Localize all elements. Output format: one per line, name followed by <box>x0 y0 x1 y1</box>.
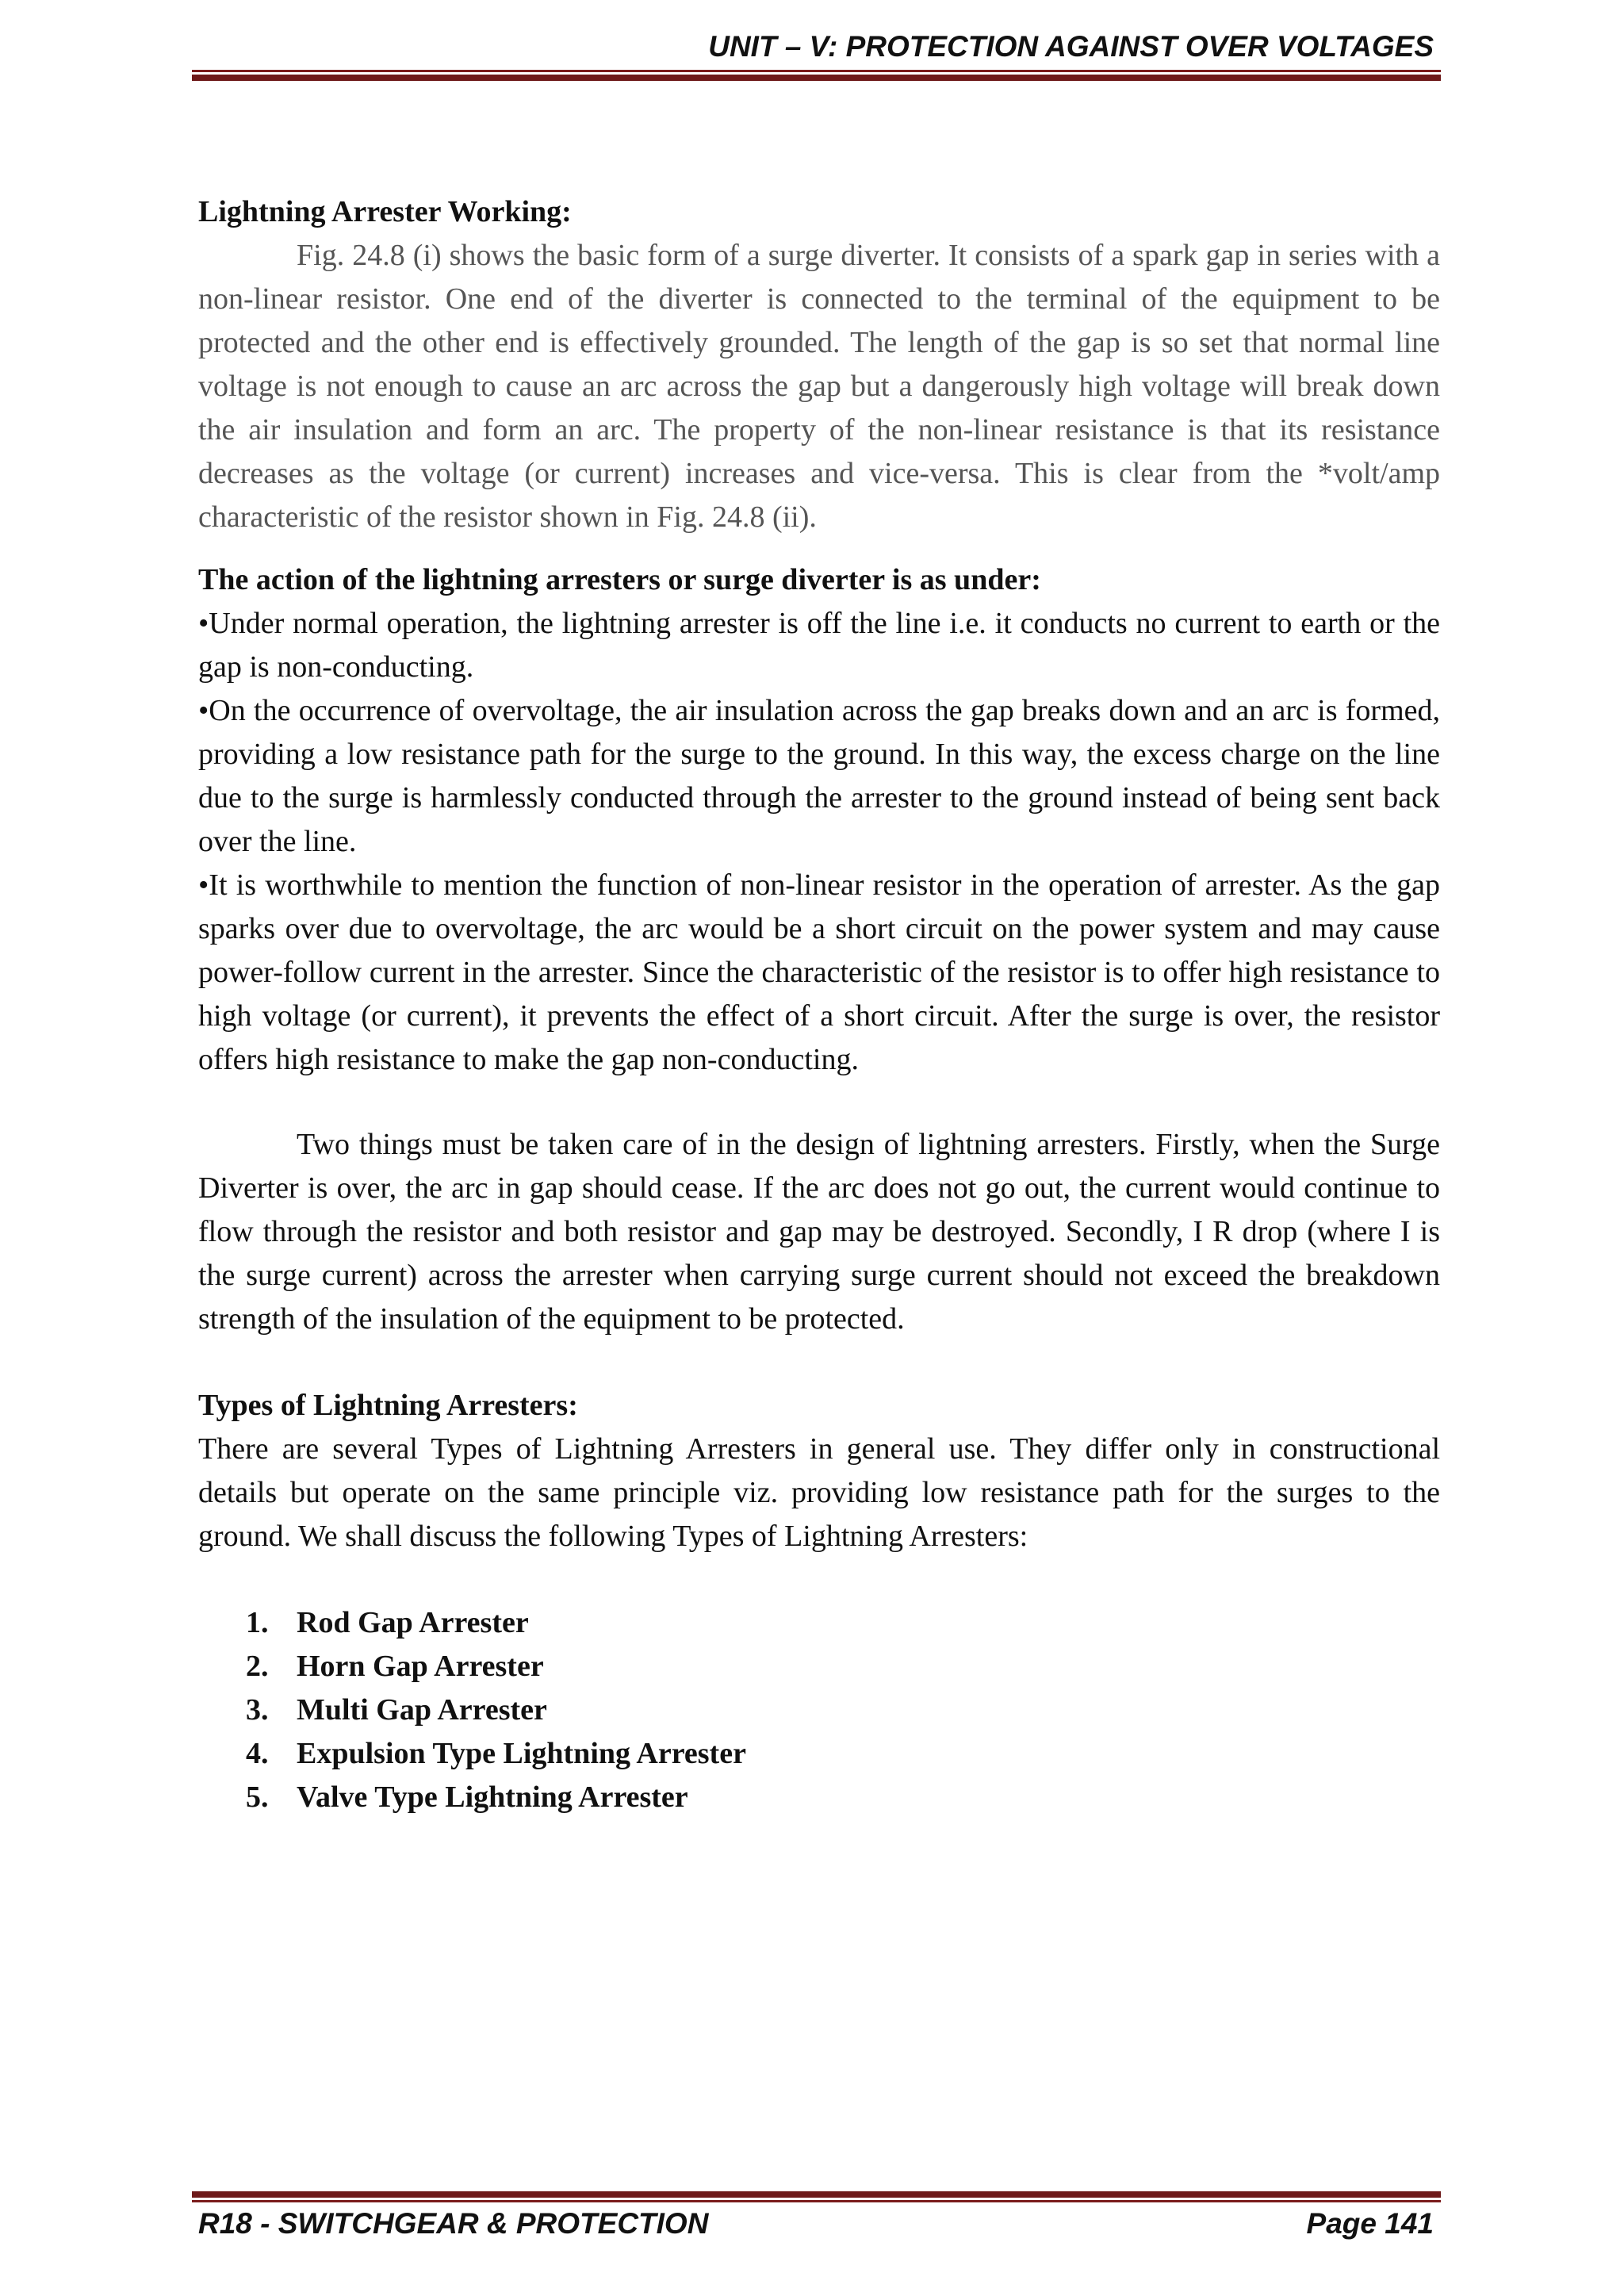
list-item: 2. Horn Gap Arrester <box>246 1650 544 1683</box>
heading-types: Types of Lightning Arresters: <box>198 1389 578 1422</box>
list-item: 1. Rod Gap Arrester <box>246 1606 529 1639</box>
types-paragraph: There are several Types of Lightning Arresters in general use. They differ only in constructional details but operate on the same principle viz. providing low resistance path for the surges to the ground. We shall discuss the following Types of Lightning Arresters: <box>198 1432 1440 1553</box>
action-bullet-1: •Under normal operation, the lightning arrester is off the line i.e. it conducts no current to earth or the gap is non-conducting. <box>198 607 1440 684</box>
page-header-title: UNIT – V: PROTECTION AGAINST OVER VOLTAGES <box>708 30 1434 63</box>
working-paragraph: Fig. 24.8 (i) shows the basic form of a surge diverter. It consists of a spark gap in series with a non-linear resistor. One end of the diverter is connected to the terminal of the equipment to be protected and the other end is effectively grounded. The length of the gap is so set that normal line voltage is not enough to cause an arc across the gap but a dangerously high voltage will break down the air insulation and form an arc. The property of the non-linear resistance is that its resistance decreases as the voltage (or current) increases and vice-versa. This is clear from the *volt/amp characteristic of the resistor shown in Fig. 24.8 (ii). <box>198 239 1440 534</box>
action-bullet-2: •On the occurrence of overvoltage, the air insulation across the gap breaks down and an arc is formed, providing a low resistance path for the surge to the ground. In this way, the excess charge on the line due to the surge is harmlessly conducted through the arrester to the ground instead of being sent back over the line. <box>198 694 1440 858</box>
footer-course: R18 - SWITCHGEAR & PROTECTION <box>198 2207 709 2240</box>
page-content <box>198 190 1440 1819</box>
heading-lightning-arrester-working: Lightning Arrester Working: <box>198 195 572 228</box>
design-paragraph: Two things must be taken care of in the design of lightning arresters. Firstly, when the Surge Diverter is over, the arc in gap should cease. If the arc does not go out, the current would continue to flow through the resistor and both resistor and gap may be destroyed. Secondly, I R drop (where I is the surge current) across the arrester when carrying surge current should not exceed the breakdown strength of the insulation of the equipment to be protected. <box>198 1128 1440 1336</box>
action-bullet-3: •It is worthwhile to mention the function of non-linear resistor in the operation of arrester. As the gap sparks over due to overvoltage, the arc would be a short circuit on the power system and may cause power-follow current in the arrester. Since the characteristic of the resistor is to offer high resistance to high voltage (or current), it prevents the effect of a short circuit. After the surge is over, the resistor offers high resistance to make the gap non-conducting. <box>198 868 1440 1076</box>
heading-action: The action of the lightning arresters or surge diverter is as under: <box>198 563 1041 596</box>
types-list <box>198 1601 1440 1819</box>
list-item: 4. Expulsion Type Lightning Arrester <box>246 1737 746 1770</box>
footer-rule <box>192 2191 1441 2202</box>
list-item: 5. Valve Type Lightning Arrester <box>246 1780 688 1814</box>
footer-page-number: Page 141 <box>1306 2207 1434 2240</box>
header-rule <box>192 70 1441 81</box>
list-item: 3. Multi Gap Arrester <box>246 1693 547 1727</box>
